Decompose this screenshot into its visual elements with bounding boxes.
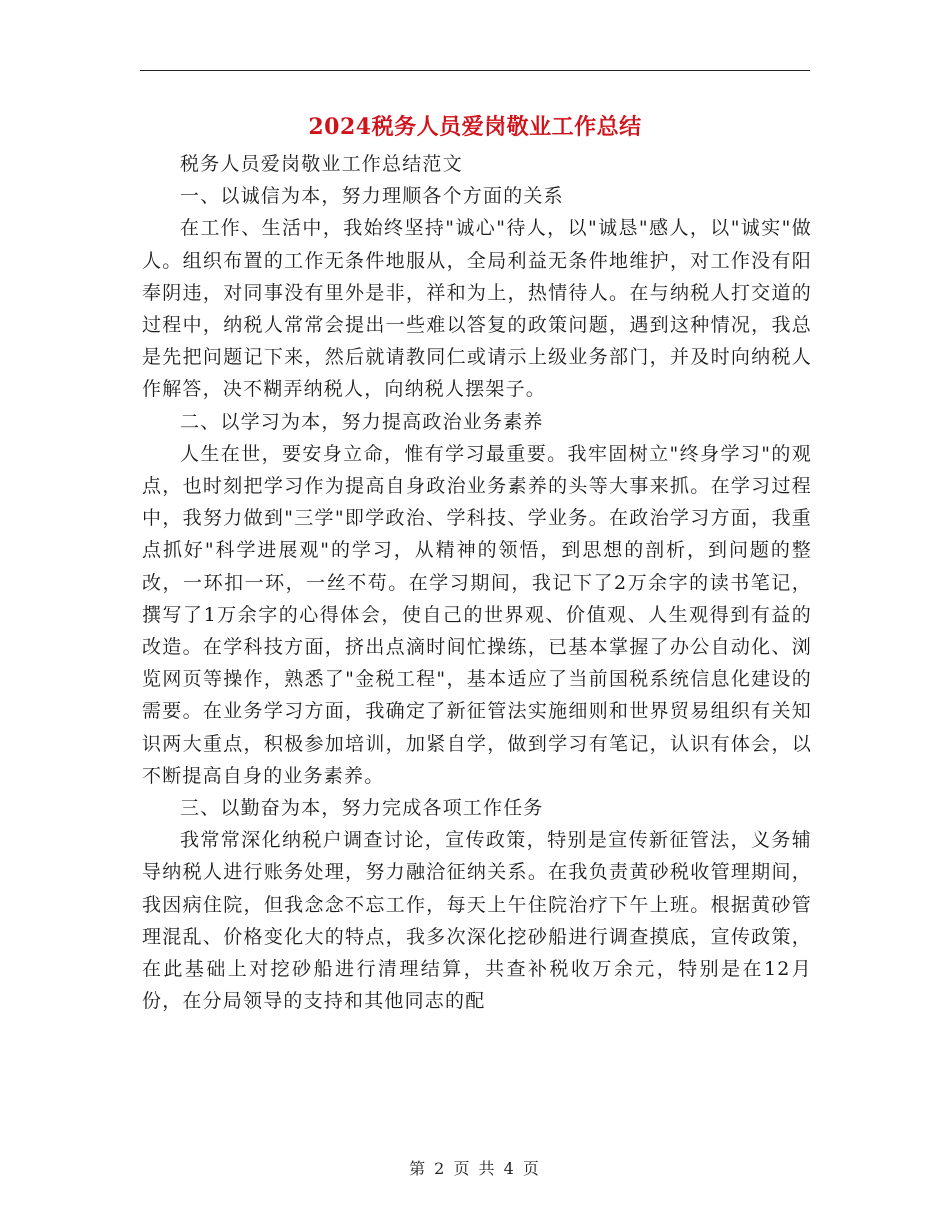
paragraph-heading-2: 二、以学习为本，努力提高政治业务素养 [180, 410, 544, 433]
header-rule [140, 70, 810, 71]
paragraph-body-2: 人生在世，要安身立命，惟有学习最重要。我牢固树立"终身学习"的观点，也时刻把学习作为提高自身政治业务素养的头等大事来抓。在学习过程中，我努力做到"三学"即学政治、学科技、学业务。在政治学习方面，我重点抓好"科学进展观"的学习，从精神的领悟，到思想的剖析，到问题的整改，一环扣一环，一丝不苟。在学习期间，我记下了2万余字的读书笔记，撰写了1万余字的心得体会，使自己的世界观、价值观、人生观得到有益的改造。在学科技方面，挤出点滴时间忙操练，已基本掌握了办公自动化、浏览网页等操作，熟悉了"金税工程"，基本适应了当前国税系统信息化建设的需要。在业务学习方面，我确定了新征管法实施细则和世界贸易组织有关知识两大重点，积极参加培训，加紧自学，做到学习有笔记，认识有体会，以不断提高自身的业务素养。 [142, 442, 812, 787]
paragraph-body-3: 我常常深化纳税户调查讨论，宣传政策，特别是宣传新征管法，义务辅导纳税人进行账务处理，努力融洽征纳关系。在我负责黄砂税收管理期间，我因病住院，但我念念不忘工作，每天上午住院治疗下午上班。根据黄砂管理混乱、价格变化大的特点，我多次深化挖砂船进行调查摸底，宣传政策，在此基础上对挖砂船进行清理结算，共查补税收万余元，特别是在12月份，在分局领导的支持和其他同志的配 [142, 829, 812, 1013]
document-body [142, 148, 812, 1017]
paragraph-heading-3: 三、以勤奋为本，努力完成各项工作任务 [180, 797, 544, 820]
document-title: 2024税务人员爱岗敬业工作总结 [308, 114, 642, 140]
paragraph-heading-1: 一、以诚信为本，努力理顺各个方面的关系 [180, 185, 564, 208]
paragraph-subtitle: 税务人员爱岗敬业工作总结范文 [180, 153, 463, 175]
page-number-footer: 第 2 页 共 4 页 [409, 1159, 541, 1178]
paragraph-body-1: 在工作、生活中，我始终坚持"诚心"待人，以"诚恳"感人，以"诚实"做人。组织布置的工作无条件地服从，全局利益无条件地维护，对工作没有阳奉阴违，对同事没有里外是非，祥和为上，热情待人。在与纳税人打交道的过程中，纳税人常常会提出一些难以答复的政策问题，遇到这种情况，我总是先把问题记下来，然后就请教同仁或请示上级业务部门，并及时向纳税人作解答，决不糊弄纳税人，向纳税人摆架子。 [142, 217, 812, 401]
